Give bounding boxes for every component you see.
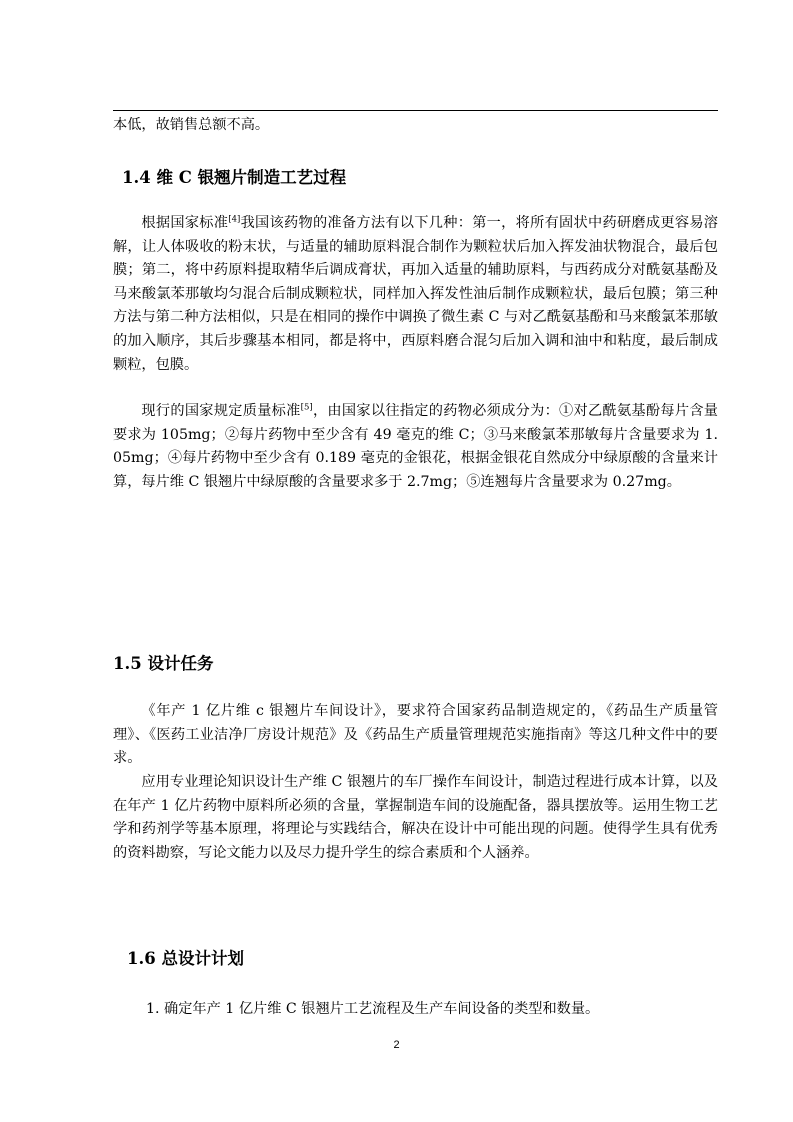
paragraph-text: 我国该药物的准备方法有以下几种：第一，将所有固状中药研磨成更容易溶解，让人体吸收的粉末状，与适量的辅助原料混合制作为颗粒状后加入挥发油状物混合，最后包膜；第二，将中药原料提取精华后调成膏状，再加入适量的辅助原料，与西药成分对酰氨基酚及马来酸氯苯那敏均匀混合后制成颗粒状，同样加入挥发性油后制作成颗粒状，最后包膜；第三种方法与第二种方法相似，只是在相同的操作中调换了微生素 C 与对乙酰氨基酚和马来酸氯苯那敏的加入顺序，其后步骤基本相同，都是将中，西原料磨合混匀后加入调和油中和粘度，最后制成颗粒，包膜。 bbox=[113, 215, 718, 373]
section-1-5-heading: 1.5 设计任务 bbox=[113, 654, 214, 673]
header-rule bbox=[113, 110, 718, 111]
paragraph-text: ，由国家以往指定的药物必须成分为：①对乙酰氨基酚每片含量要求为 105mg；②每片药物中至少含有 49 毫克的维 C；③马来酸氯苯那敏每片含量要求为 1.05mg；④每片药物中至少含有 0.189 毫克的金银花，根据金银花自然成分中绿原酸的含量来计算，每片维 C 银翘片中绿原酸的含量要求多于 2.7mg；⑤连翘每片含量要求为 0.27mg。 bbox=[113, 403, 718, 490]
paragraph-text: 根据国家标准 bbox=[141, 215, 229, 231]
section-1-4-heading: 1.4 维 C 银翘片制造工艺过程 bbox=[122, 168, 347, 187]
continuation-text: 本低，故销售总额不高。 bbox=[113, 117, 270, 133]
plan-list-item: 1. 确定年产 1 亿片维 C 银翘片工艺流程及生产车间设备的类型和数量。 bbox=[146, 1001, 600, 1017]
citation-ref: [5] bbox=[300, 402, 313, 413]
section-1-5-paragraph-2: 应用专业理论知识设计生产维 C 银翘片的车厂操作车间设计，制造过程进行成本计算，以及在年产 1 亿片药物中原料所必须的含量，掌握制造车间的设施配备，器具摆放等。运用生物工艺学和药剂学等基本原理，将理论与实践结合，解决在设计中可能出现的问题。使得学生具有优秀的资料勘察，写论文能力以及尽力提升学生的综合素质和个人涵养。 bbox=[113, 774, 718, 861]
page-number: 2 bbox=[393, 1039, 400, 1051]
section-1-4-paragraph-1 bbox=[113, 212, 718, 377]
section-1-4-paragraph-2 bbox=[113, 400, 718, 494]
citation-ref: [4] bbox=[228, 214, 241, 225]
section-1-6-heading: 1.6 总设计计划 bbox=[127, 949, 244, 968]
section-1-5-paragraph-1: 《年产 1 亿片维 c 银翘片车间设计》，要求符合国家药品制造规定的，《药品生产质量管理》、《医药工业洁净厂房设计规范》及《药品生产质量管理规范实施指南》等这几种文件中的要求。 bbox=[113, 703, 718, 767]
paragraph-text: 现行的国家规定质量标准 bbox=[141, 403, 301, 419]
